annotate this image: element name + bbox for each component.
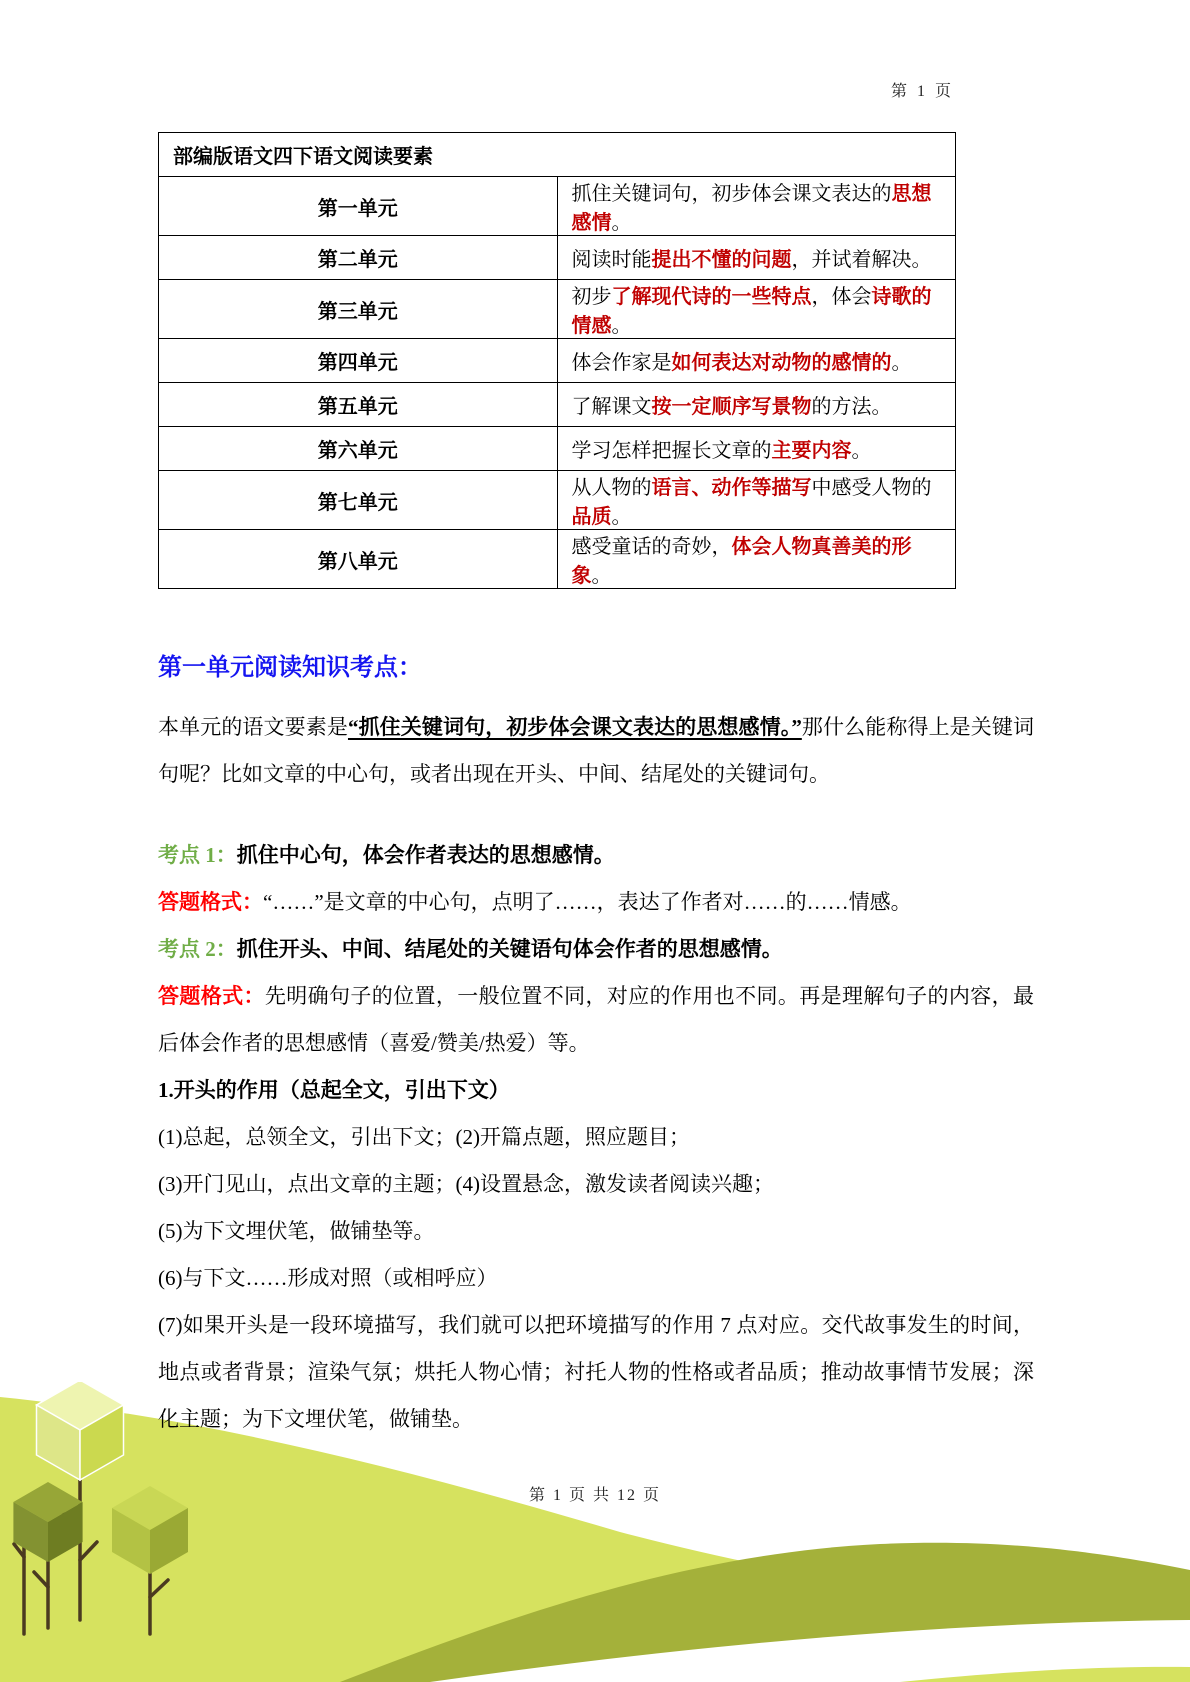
highlight-segment: 如何表达对动物的感情的	[671, 352, 892, 374]
text-segment: 。	[891, 352, 912, 374]
list-item: (3)开门见山，点出文章的主题；(4)设置悬念，激发读者阅读兴趣；	[158, 1172, 774, 1196]
text-segment: 了解课文	[571, 396, 652, 418]
list-item: (1)总起，总领全文，引出下文；(2)开篇点题，照应题目；	[158, 1125, 690, 1149]
highlight-segment: 思想感情	[571, 183, 932, 234]
desc-cell	[557, 471, 956, 530]
unit-cell: 第四单元	[159, 339, 558, 383]
desc-cell	[557, 280, 956, 339]
text-segment: 的方法。	[811, 396, 892, 418]
table-row	[159, 339, 956, 383]
unit-cell: 第三单元	[159, 280, 558, 339]
highlight-segment: 体会人物真善美的形象	[571, 536, 912, 587]
text-segment: ，并试着解决。	[791, 249, 932, 271]
page-footer: 第 1 页 共 12 页	[528, 1487, 661, 1504]
paragraph-spacer	[158, 798, 1034, 832]
table-header-row	[159, 133, 956, 177]
unit-cell: 第八单元	[159, 530, 558, 589]
text-segment: 学习怎样把握长文章的	[571, 440, 772, 462]
table-row	[159, 177, 956, 236]
table-row	[159, 530, 956, 589]
list-item: (5)为下文埋伏笔，做铺垫等。	[158, 1219, 435, 1243]
geshi-2-text: 先明确句子的位置，一般位置不同，对应的作用也不同。再是理解句子的内容，最后体会作者的思想感情（喜爱/赞美/热爱）等。	[158, 984, 1034, 1055]
geshi-2-line	[158, 973, 1034, 1067]
unit-cell: 第七单元	[159, 471, 558, 530]
text-segment: 初步	[571, 286, 612, 308]
table-title: 部编版语文四下语文阅读要素	[159, 133, 956, 177]
text-segment: 。	[611, 315, 632, 337]
unit-cell: 第二单元	[159, 236, 558, 280]
table-row	[159, 280, 956, 339]
kaodian-1-label: 考点 1：	[158, 843, 237, 867]
text-segment: 本单元的语文要素是	[158, 715, 348, 739]
text-segment: 中感受人物的	[811, 477, 932, 499]
kaodian-2-line	[158, 926, 1034, 973]
unit-cell: 第一单元	[159, 177, 558, 236]
desc-cell	[557, 339, 956, 383]
list-item: (7)如果开头是一段环境描写，我们就可以把环境描写的作用 7 点对应。交代故事发生的时间，地点或者背景；渲染气氛；烘托人物心情；衬托人物的性格或者品质；推动故事情节发展；深化主题；为下文埋伏笔，做铺垫。	[158, 1313, 1034, 1431]
table-row	[159, 427, 956, 471]
highlight-segment: 提出不懂的问题	[651, 249, 792, 271]
kaodian-1-line	[158, 832, 1034, 879]
highlight-segment: 品质	[571, 506, 612, 528]
table-row	[159, 236, 956, 280]
kaodian-2-text: 抓住开头、中间、结尾处的关键语句体会作者的思想感情。	[236, 937, 783, 961]
table-row	[159, 471, 956, 530]
text-segment: 那什么能称得上是关键词句呢？比如文章的中心句，或者出现在开头、中间、结尾处的关键词句。	[158, 715, 1035, 786]
reading-elements-table	[158, 132, 956, 589]
desc-cell	[557, 530, 956, 589]
highlight-segment: 了解现代诗的一些特点	[611, 286, 812, 308]
highlight-segment: 语言、动作等描写	[651, 477, 812, 499]
text-segment: 。	[611, 506, 632, 528]
unit-cell: 第六单元	[159, 427, 558, 471]
text-segment: 。	[851, 440, 872, 462]
intro-paragraph	[158, 704, 1034, 798]
kaodian-2-label: 考点 2：	[158, 937, 237, 961]
text-segment: 感受童话的奇妙，	[571, 536, 732, 558]
quoted-reading-element: “抓住关键词句，初步体会课文表达的思想感情。”	[347, 715, 802, 739]
desc-cell	[557, 383, 956, 427]
text-segment: 体会作家是	[571, 352, 672, 374]
table-row	[159, 383, 956, 427]
desc-cell	[557, 236, 956, 280]
sub-section-title: 1.开头的作用（总起全文，引出下文）	[158, 1078, 510, 1102]
highlight-segment: 主要内容	[771, 440, 852, 462]
text-segment: 。	[611, 212, 632, 234]
text-segment: ，体会	[811, 286, 872, 308]
highlight-segment: 诗歌的情感	[571, 286, 932, 337]
kaodian-1-text: 抓住中心句，体会作者表达的思想感情。	[236, 843, 615, 867]
geshi-1-label: 答题格式：	[158, 890, 263, 914]
geshi-2-label: 答题格式：	[158, 984, 265, 1008]
highlight-segment: 按一定顺序写景物	[651, 396, 812, 418]
page-number-top: 第 1 页	[890, 83, 954, 100]
text-segment: 从人物的	[571, 477, 652, 499]
desc-cell	[557, 427, 956, 471]
text-segment: 。	[591, 565, 612, 587]
desc-cell	[557, 177, 956, 236]
section-heading: 第一单元阅读知识考点：	[158, 655, 422, 681]
unit-cell: 第五单元	[159, 383, 558, 427]
text-segment: 阅读时能	[571, 249, 652, 271]
list-item: (6)与下文……形成对照（或相呼应）	[158, 1266, 498, 1290]
geshi-1-line	[158, 879, 1034, 926]
geshi-1-text: “……”是文章的中心句，点明了……，表达了作者对……的……情感。	[263, 890, 912, 914]
page-content	[158, 132, 1034, 1443]
text-segment: 抓住关键词句，初步体会课文表达的	[571, 183, 892, 205]
